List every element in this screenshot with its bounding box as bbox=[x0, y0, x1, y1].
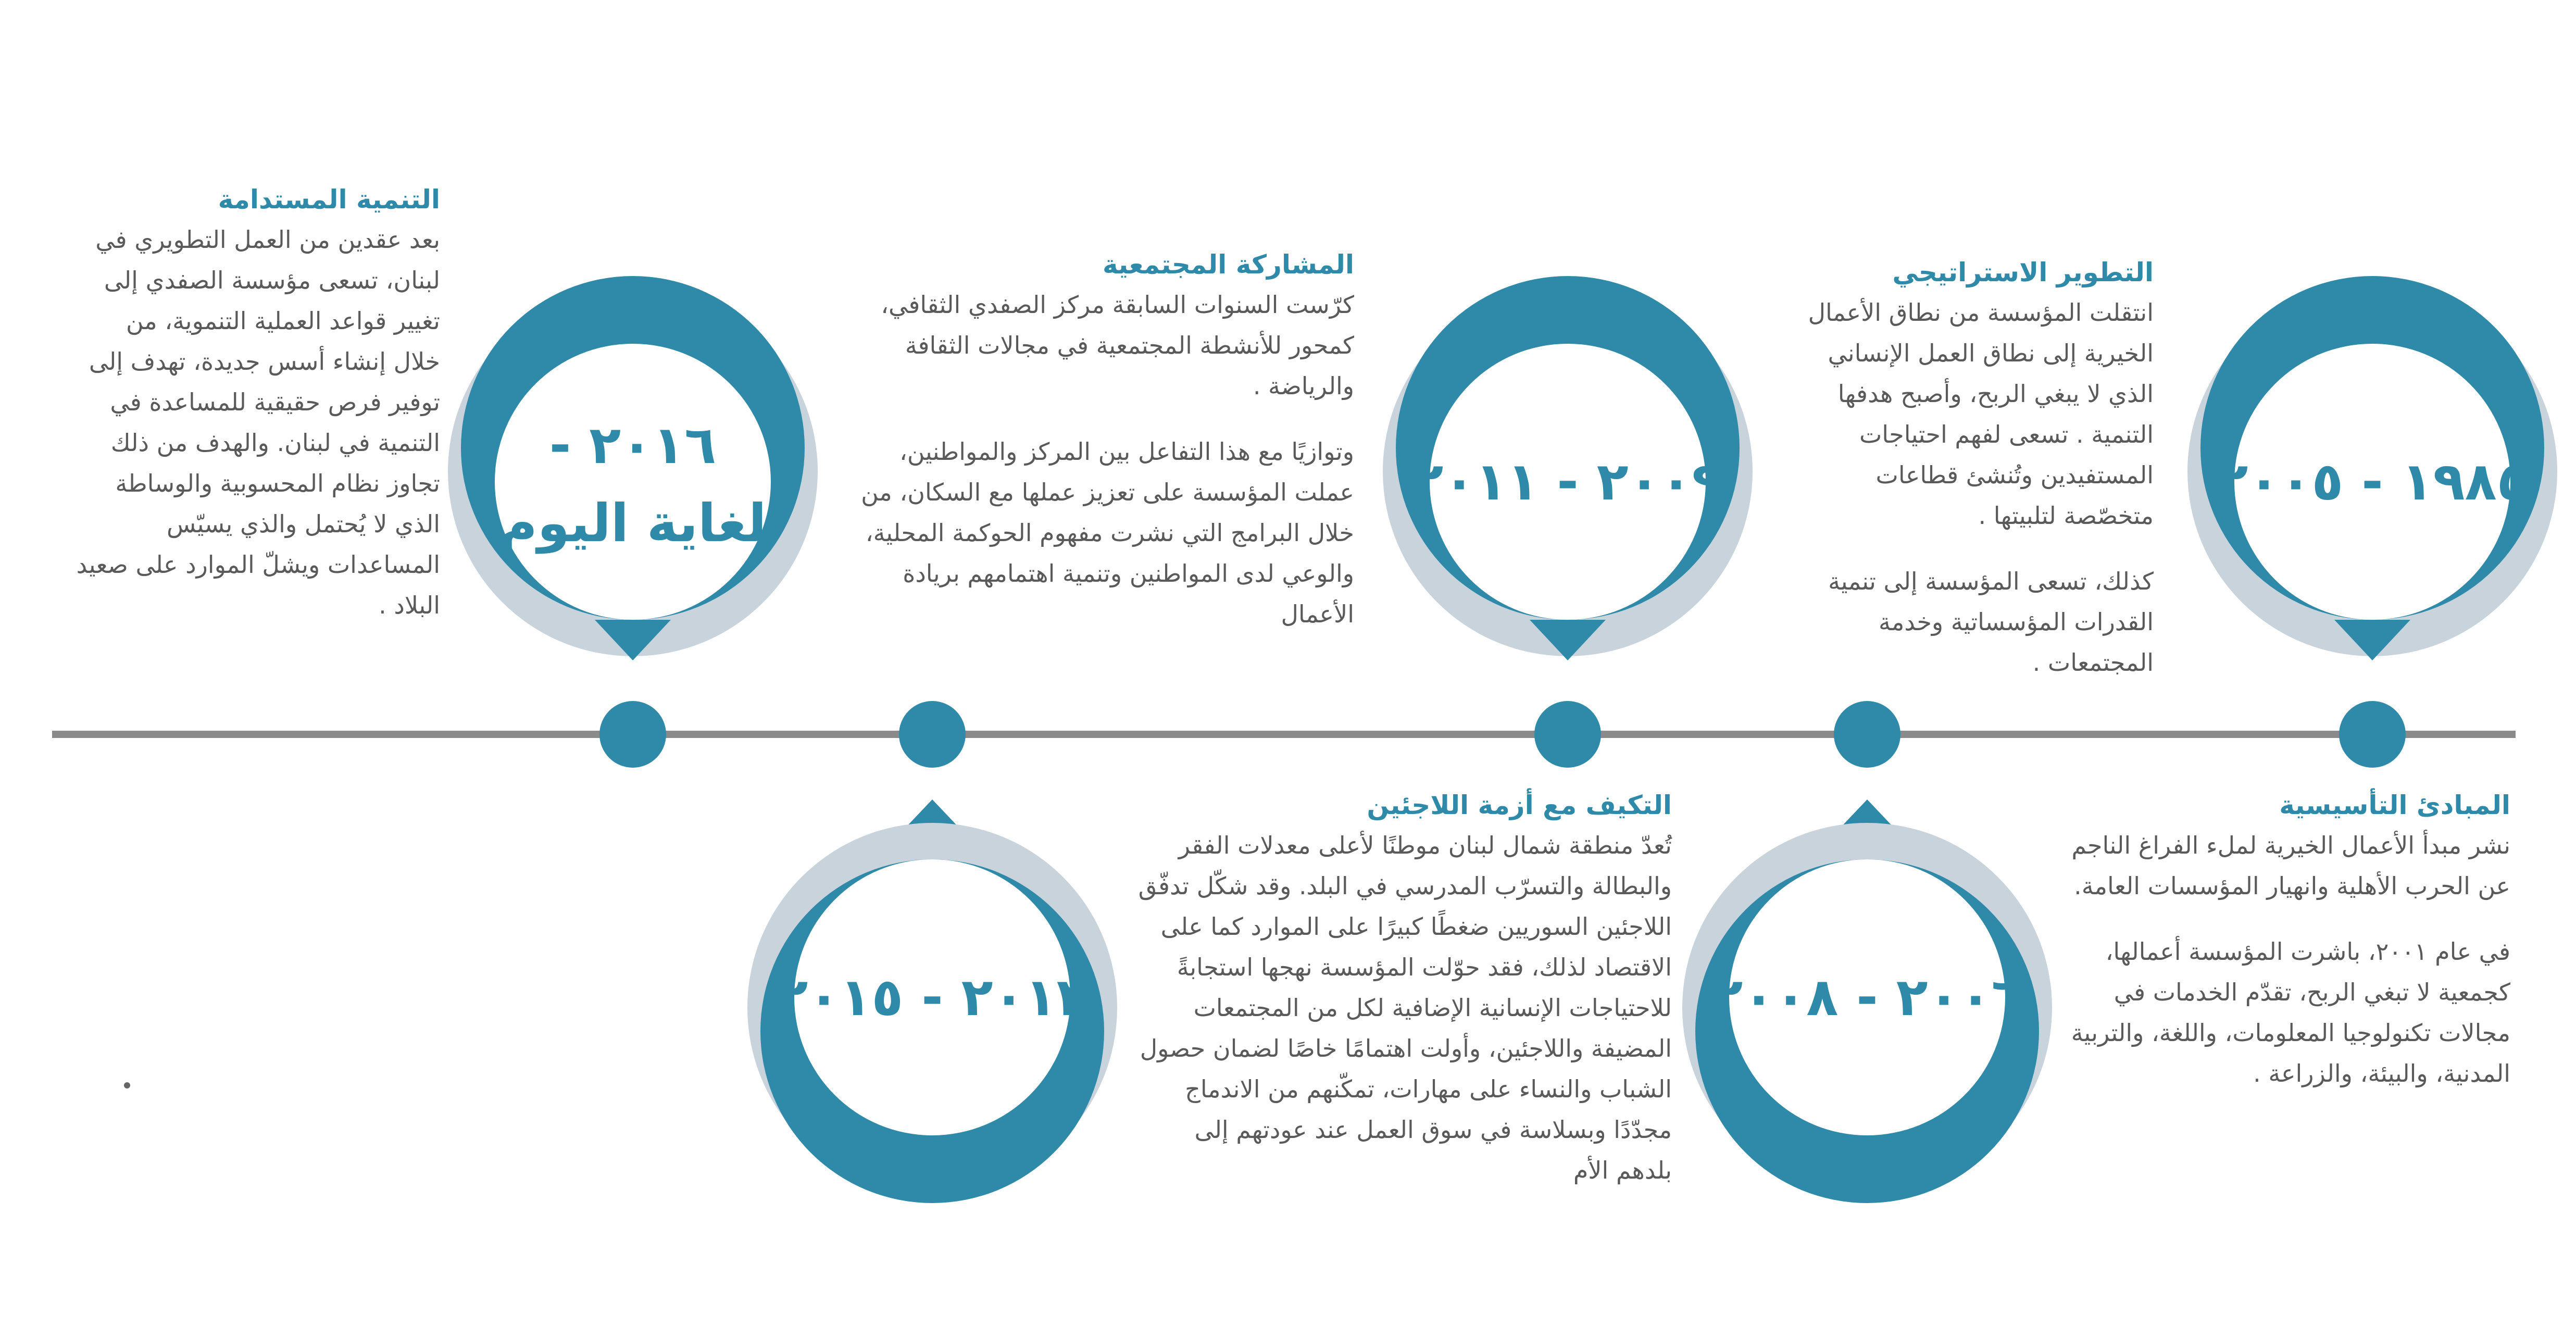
milestone-2012-2015-marker bbox=[747, 701, 1117, 1203]
milestone-2016-today-dot bbox=[599, 701, 666, 768]
milestone-1985-2005-year: ١٩٨٥ - ٢٠٠٥ bbox=[2216, 451, 2529, 512]
milestone-1985-2005-text bbox=[2062, 785, 2510, 1094]
milestone-2012-2015-year: ٢٠١٢ - ٢٠١٥ bbox=[776, 967, 1089, 1028]
milestone-2012-2015-title: التكيف مع أزمة اللاجئين bbox=[1367, 790, 1672, 820]
milestone-1985-2005-paragraph-2: في عام ٢٠٠١، باشرت المؤسسة أعمالها، كجمعية لا تبغي الربح، تقدّم الخدمات في مجالات تكنولوجيا المعلومات، واللغة، والتربية المدنية، والبيئة، والزراعة . bbox=[2071, 937, 2510, 1087]
milestone-2009-2011-paragraph-1: كرّست السنوات السابقة مركز الصفدي الثقافي، كمحور للأنشطة المجتمعية في مجالات الثقافة والرياضة . bbox=[881, 291, 1354, 400]
milestone-2016-today-text bbox=[73, 180, 440, 625]
milestone-2012-2015-text bbox=[1135, 785, 1672, 1191]
milestone-1985-2005-title: المبادئ التأسيسية bbox=[2279, 790, 2510, 820]
milestone-2012-2015-dot bbox=[899, 701, 966, 768]
milestone-2006-2008-paragraph-1: انتقلت المؤسسة من نطاق الأعمال الخيرية إلى نطاق العمل الإنساني الذي لا يبغي الربح، وأصبح هدفها التنمية . تسعى لفهم احتياجات المستفيدين وتُنشئ قطاعات متخصّصة لتلبيتها . bbox=[1808, 298, 2154, 530]
milestone-2009-2011-dot bbox=[1534, 701, 1601, 768]
milestone-2009-2011-title: المشاركة المجتمعية bbox=[1102, 249, 1354, 280]
milestone-2006-2008-dot bbox=[1834, 701, 1900, 768]
milestone-2006-2008-marker bbox=[1682, 701, 2052, 1203]
milestone-2016-today-title: التنمية المستدامة bbox=[218, 184, 440, 215]
milestone-2006-2008-text bbox=[1789, 253, 2154, 683]
milestone-2006-2008-year: ٢٠٠٦ - ٢٠٠٨ bbox=[1711, 967, 2023, 1028]
milestone-1985-2005-paragraph-1: نشر مبدأ الأعمال الخيرية لملء الفراغ الناجم عن الحرب الأهلية وانهيار المؤسسات العامة. bbox=[2071, 831, 2510, 900]
milestone-2009-2011-text bbox=[854, 245, 1354, 634]
milestone-2016-today-year: ٢٠١٦ - لغاية اليوم bbox=[499, 415, 767, 554]
milestone-2016-today-paragraph-1: بعد عقدين من العمل التطويري في لبنان، تسعى مؤسسة الصفدي إلى تغيير قواعد العملية التنموية، من خلال إنشاء أسس جديدة، تهدف إلى توفير فرص حقيقية للمساعدة في التنمية في لبنان. والهدف من ذلك تجاوز نظام المحسوبية والوساطة الذي لا يُحتمل والذي يسيّس المساعدات ويشلّ الموارد على صعيد البلاد . bbox=[76, 226, 440, 619]
milestone-2006-2008-title: التطوير الاستراتيجي bbox=[1892, 257, 2154, 287]
milestone-2009-2011-year: ٢٠٠٩ - ٢٠١١ bbox=[1411, 451, 1724, 512]
milestone-2006-2008-paragraph-2: كذلك، تسعى المؤسسة إلى تنمية القدرات المؤسساتية وخدمة المجتمعات . bbox=[1828, 567, 2154, 677]
stray-dot bbox=[124, 1082, 130, 1088]
milestone-2009-2011-marker bbox=[1383, 276, 1753, 768]
milestone-2012-2015-paragraph-1: تُعدّ منطقة شمال لبنان موطنًا لأعلى معدلات الفقر والبطالة والتسرّب المدرسي في البلد. وقد شكّل تدفّق اللاجئين السوريين ضغطًا كبيرًا على الموارد كما على الاقتصاد لذلك، فقد حوّلت المؤسسة نهجها استجابةً للاحتياجات الإنسانية الإضافية لكل من المجتمعات المضيفة واللاجئين، وأولت اهتمامًا خاصًا لضمان حصول الشباب والنساء على مهارات، تمكّنهم من الاندماج مجدّدًا وبسلاسة في سوق العمل عند عودتهم إلى بلدهم الأم bbox=[1138, 831, 1672, 1184]
milestone-1985-2005-marker bbox=[2187, 276, 2557, 768]
milestone-1985-2005-dot bbox=[2339, 701, 2406, 768]
milestone-2009-2011-paragraph-2: وتوازيًا مع هذا التفاعل بين المركز والمواطنين، عملت المؤسسة على تعزيز عملها مع السكان، من خلال البرامج التي نشرت مفهوم الحوكمة المحلية، والوعي لدى المواطنين وتنمية اهتمامهم بريادة الأعمال bbox=[861, 437, 1354, 628]
